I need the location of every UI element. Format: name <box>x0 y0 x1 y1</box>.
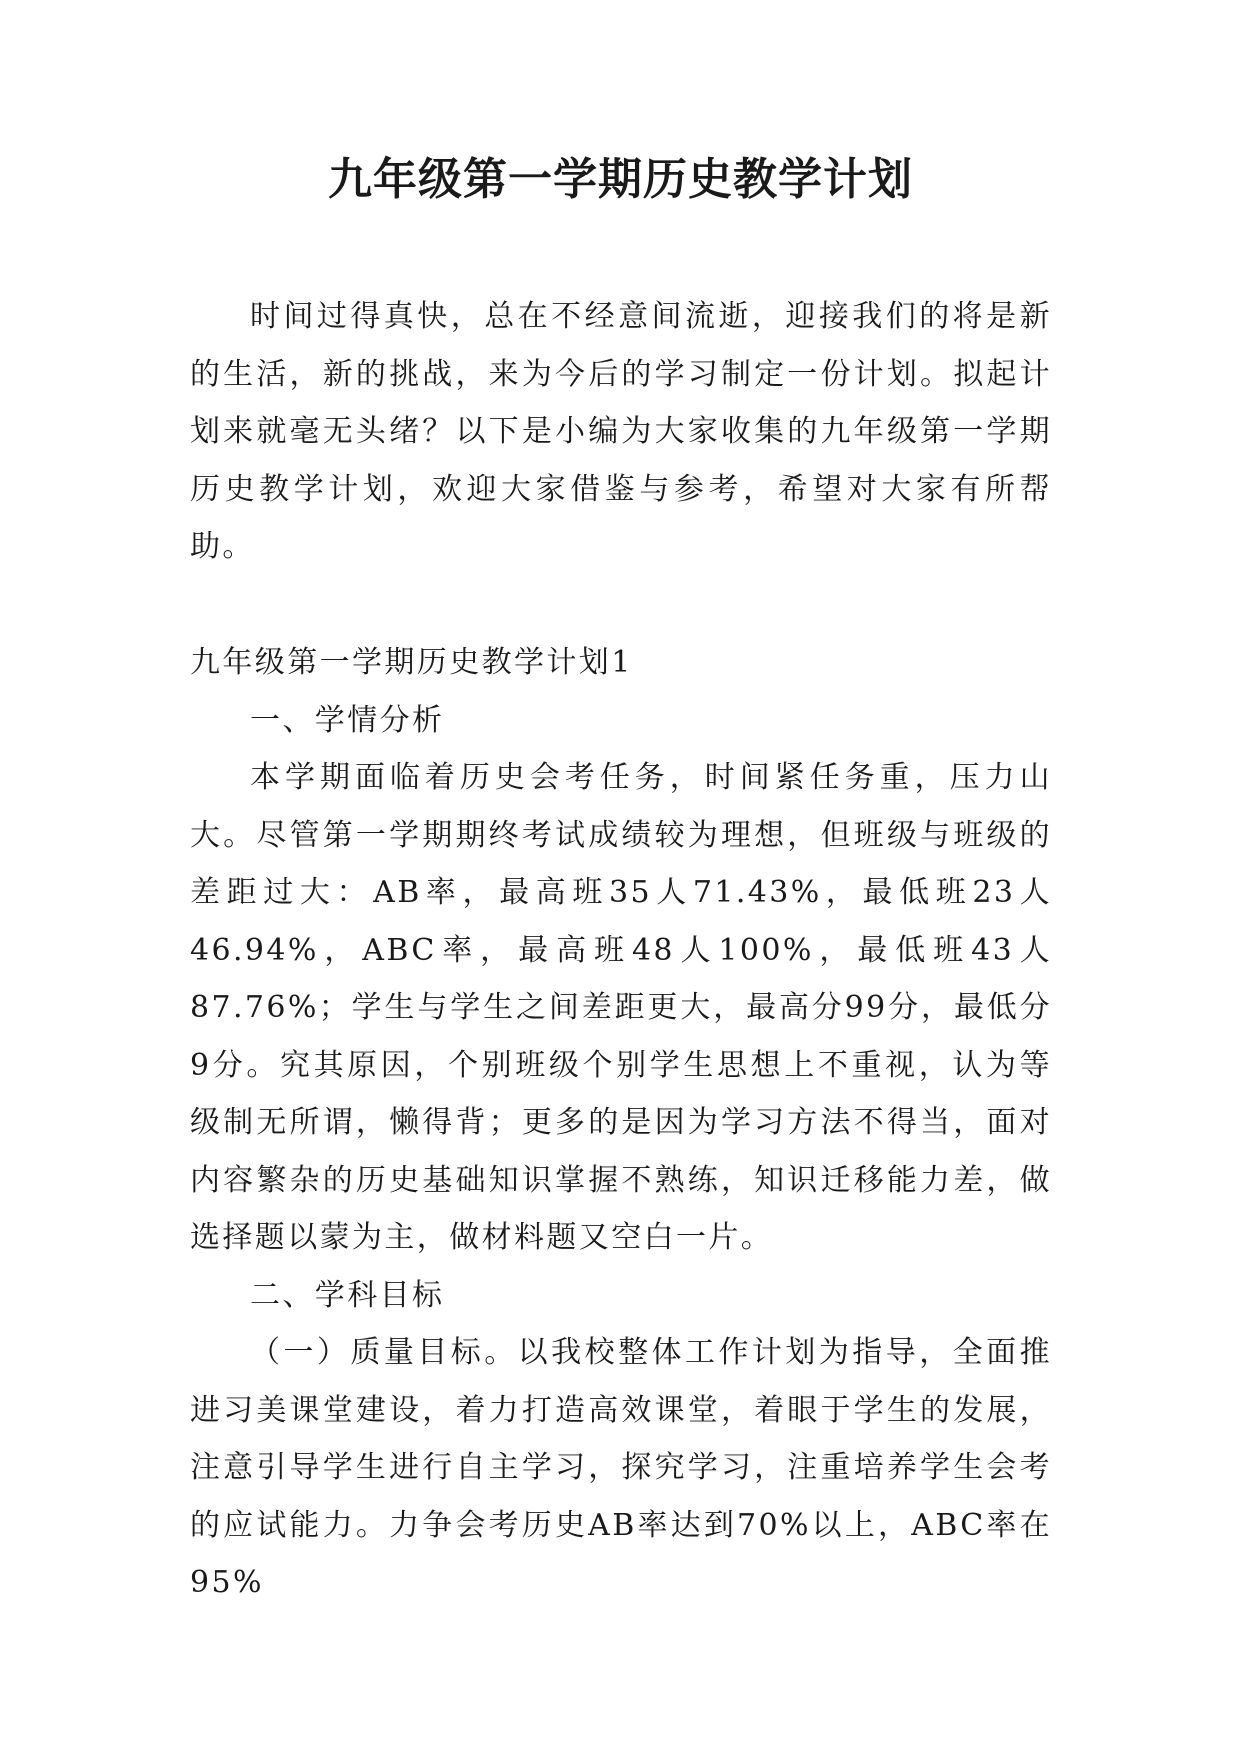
document-title: 九年级第一学期历史教学计划 <box>328 154 913 205</box>
intro-paragraph: 时间过得真快，总在不经意间流逝，迎接我们的将是新的生活，新的挑战，来为今后的学习制定一份计划。拟起计划来就毫无头绪？以下是小编为大家收集的九年级第一学期历史教学计划，欢迎大家借鉴与参考，希望对大家有所帮助。 <box>190 299 1052 564</box>
paragraph-quality-goals: （一）质量目标。以我校整体工作计划为指导，全面推进习美课堂建设，着力打造高效课堂，着眼于学生的发展，注意引导学生进行自主学习，探究学习，注重培养学生会考的应试能力。力争会考历史AB率达到70%以上，ABC率在95% <box>190 1335 1052 1600</box>
main-block <box>190 634 1052 1612</box>
paragraph-learning-analysis: 本学期面临着历史会考任务，时间紧任务重，压力山大。尽管第一学期期终考试成绩较为理想，但班级与班级的差距过大：AB率，最高班35人71.43%，最低班23人46.94%，ABC率，最高班48人100%，最低班43人87.76%；学生与学生之间差距更大，最高分99分，最低分9分。究其原因，个别班级个别学生思想上不重视，认为等级制无所谓，懒得背；更多的是因为学习方法不得当，面对内容繁杂的历史基础知识掌握不熟练，知识迁移能力差，做选择题以蒙为主，做材料题又空白一片。 <box>190 760 1052 1255</box>
heading-learning-analysis: 一、学情分析 <box>250 702 445 738</box>
heading-subject-goals: 二、学科目标 <box>250 1277 445 1313</box>
intro-block <box>190 288 1052 576</box>
section-title: 九年级第一学期历史教学计划1 <box>190 645 633 680</box>
